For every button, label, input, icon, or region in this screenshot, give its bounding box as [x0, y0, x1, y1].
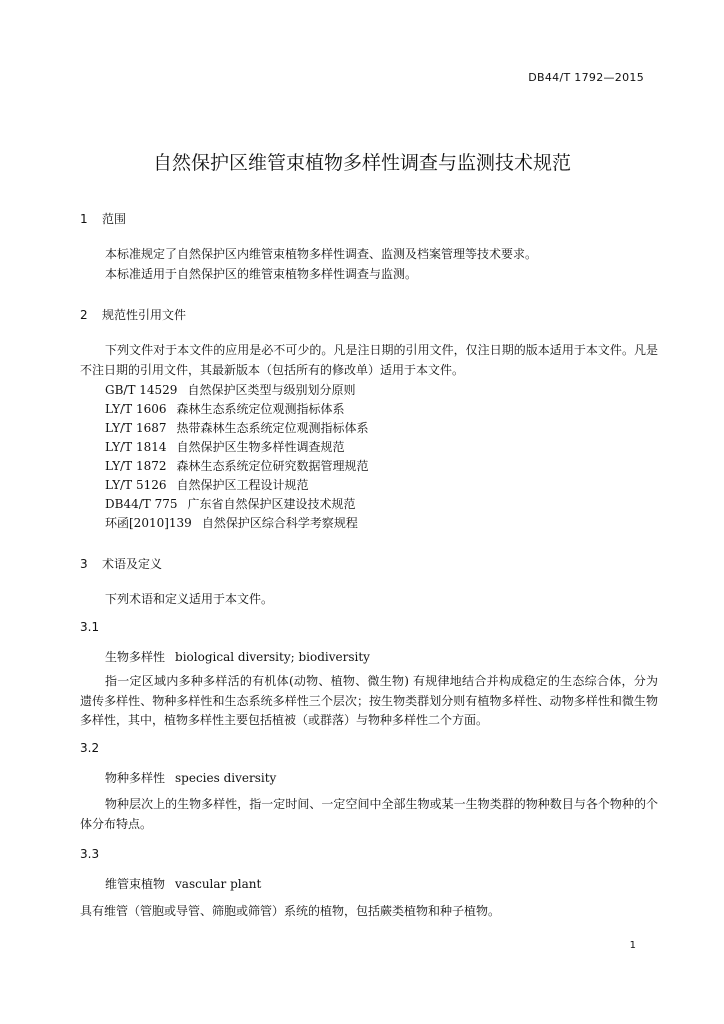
term-zh: 物种多样性 — [105, 771, 166, 785]
page-number: 1 — [629, 940, 636, 951]
standard-code: DB44/T 1792—2015 — [528, 71, 644, 84]
term-zh: 维管束植物 — [105, 877, 166, 891]
term-number: 3.2 — [80, 741, 100, 755]
reference-code: GB/T 14529 — [105, 383, 178, 397]
reference-code: LY/T 1687 — [105, 421, 167, 435]
reference-code: LY/T 1606 — [105, 402, 167, 416]
section-2-intro: 下列文件对于本文件的应用是必不可少的。凡是注日期的引用文件，仅注日期的版本适用于本文件。凡是不注日期的引用文件，其最新版本（包括所有的修改单）适用于本文件。 — [80, 343, 658, 377]
reference-item — [105, 514, 358, 531]
section-number: 1 — [80, 212, 88, 226]
document-title: 自然保护区维管束植物多样性调查与监测技术规范 — [152, 152, 571, 174]
term-number: 3.1 — [80, 620, 100, 634]
term-definition: 物种层次上的生物多样性，指一定时间、一定空间中全部生物或某一生物类群的物种数目与各个物种的个体分布特点。 — [80, 797, 658, 831]
term-en: vascular plant — [175, 877, 262, 891]
reference-code: 环函[2010]139 — [105, 516, 192, 530]
section-1-heading — [80, 210, 126, 227]
reference-item — [105, 457, 369, 474]
section-number: 3 — [80, 557, 88, 571]
section-number: 2 — [80, 308, 88, 322]
reference-title: 自然保护区类型与级别划分原则 — [187, 383, 356, 397]
reference-code: LY/T 5126 — [105, 478, 167, 492]
reference-code: DB44/T 775 — [105, 497, 178, 511]
reference-title: 自然保护区生物多样性调查规范 — [176, 440, 345, 454]
section-title: 术语及定义 — [102, 557, 163, 571]
reference-title: 自然保护区工程设计规范 — [176, 478, 309, 492]
reference-title: 森林生态系统定位观测指标体系 — [176, 402, 345, 416]
term-number: 3.3 — [80, 847, 100, 861]
section-title: 规范性引用文件 — [102, 308, 187, 322]
reference-title: 森林生态系统定位研究数据管理规范 — [176, 459, 369, 473]
section-2-heading — [80, 306, 186, 323]
term-heading — [105, 875, 261, 892]
reference-item — [105, 495, 356, 512]
section-3-heading — [80, 555, 162, 572]
term-heading — [105, 769, 276, 786]
term-definition: 指一定区域内多种多样活的有机体(动物、植物、微生物) 有规律地结合并构成稳定的生态综合体，分为遗传多样性、物种多样性和生态系统多样性三个层次；按生物类群划分则有植物多样性、动物多样性和微生物多样性，其中，植物多样性主要包括植被（或群落）与物种多样性二个方面。 — [80, 674, 658, 727]
reference-item — [105, 400, 345, 417]
term-heading — [105, 648, 370, 665]
reference-code: LY/T 1872 — [105, 459, 167, 473]
section-title: 范围 — [102, 212, 127, 226]
reference-title: 热带森林生态系统定位观测指标体系 — [176, 421, 369, 435]
reference-title: 广东省自然保护区建设技术规范 — [187, 497, 356, 511]
reference-code: LY/T 1814 — [105, 440, 167, 454]
term-definition: 具有维管（管胞或导管、筛胞或筛管）系统的植物，包括蕨类植物和种子植物。 — [80, 904, 501, 918]
reference-title: 自然保护区综合科学考察规程 — [201, 516, 358, 530]
section-1-line-1: 本标准规定了自然保护区内维管束植物多样性调查、监测及档案管理等技术要求。 — [105, 247, 538, 261]
section-1-line-2: 本标准适用于自然保护区的维管束植物多样性调查与监测。 — [105, 267, 418, 281]
reference-item — [105, 419, 369, 436]
reference-item — [105, 476, 309, 493]
reference-item — [105, 381, 355, 398]
term-en: biological diversity; biodiversity — [175, 650, 370, 664]
section-3-intro: 下列术语和定义适用于本文件。 — [105, 592, 274, 606]
term-zh: 生物多样性 — [105, 650, 166, 664]
term-en: species diversity — [175, 771, 277, 785]
reference-item — [105, 438, 345, 455]
